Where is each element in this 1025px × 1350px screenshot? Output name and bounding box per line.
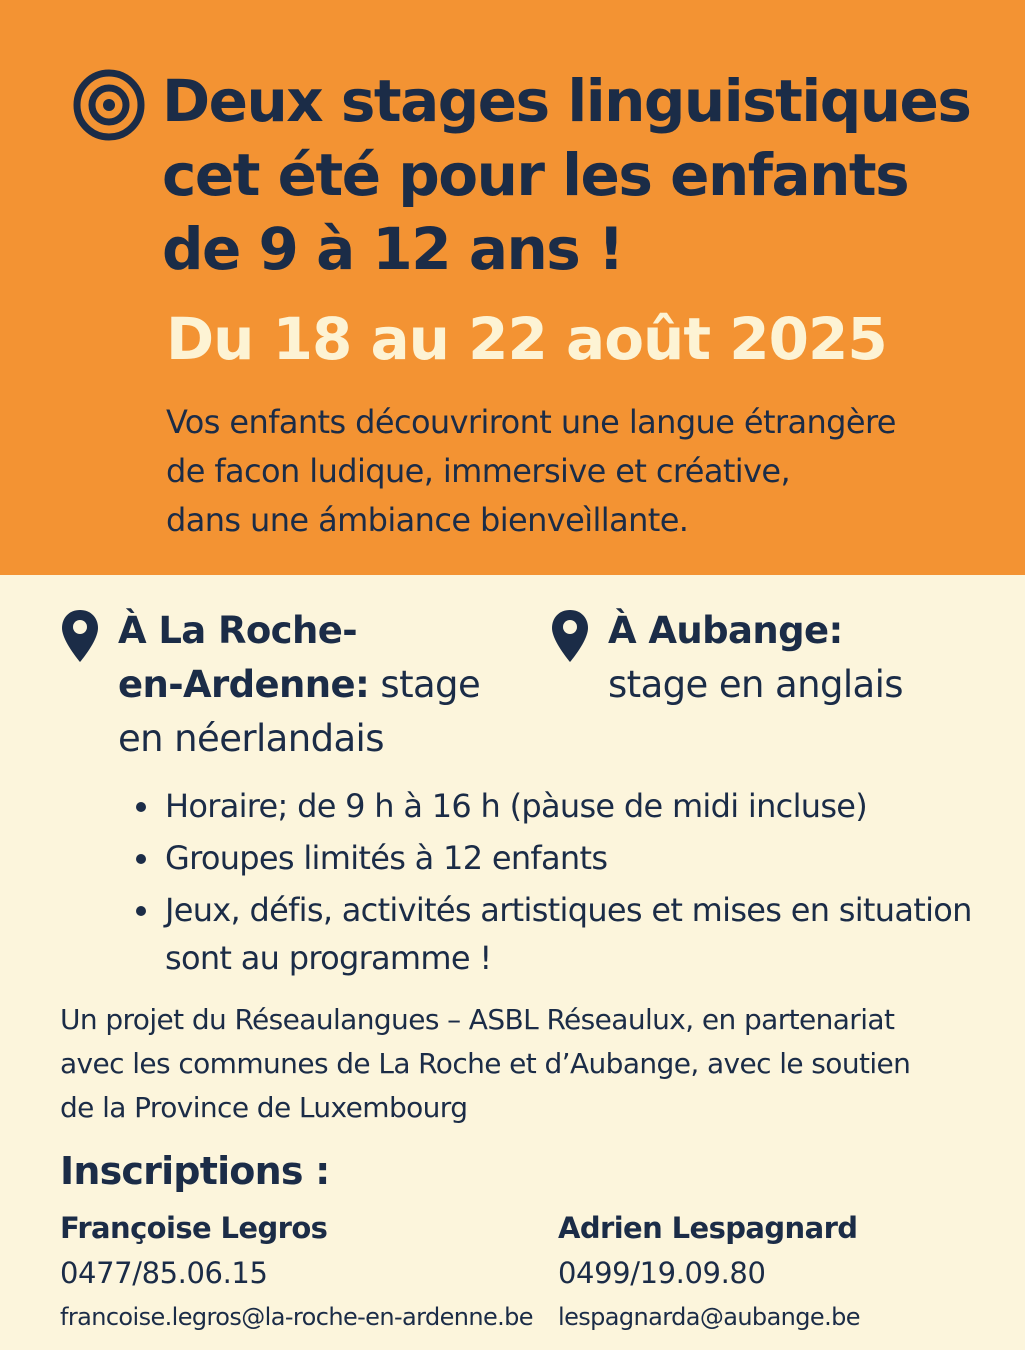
bullet-dot-icon: [136, 854, 146, 864]
contact-adrien-lespagnard: [558, 1206, 1025, 1338]
location-la-roche-title-1: À La Roche-: [118, 609, 357, 652]
list-item: [132, 782, 1012, 830]
inscriptions-heading: Inscriptions :: [60, 1149, 330, 1193]
title-line-2: cet été pour les enfants: [162, 141, 909, 209]
map-pin-icon: [550, 608, 590, 664]
bullet-dot-icon: [136, 802, 146, 812]
list-item: [132, 886, 1012, 982]
contact-phone: 0477/85.06.15: [60, 1256, 268, 1290]
title-line-1: Deux stages linguistiques: [162, 67, 971, 135]
location-aubange-title: À Aubange:: [608, 609, 843, 652]
intro-line-3: dans une ámbiance bienveìllante.: [166, 501, 689, 539]
location-aubange-desc: stage en anglais: [608, 663, 903, 706]
info-list: [132, 782, 1012, 986]
contact-francoise-legros: [60, 1206, 533, 1338]
list-item: [132, 834, 1012, 882]
partner-line-2: avec les communes de La Roche et d’Aubange, avec le soutien: [60, 1047, 911, 1080]
intro-text: [166, 398, 1011, 545]
target-icon: [72, 68, 146, 142]
header-band: [0, 0, 1025, 575]
title-line-3: de 9 à 12 ans !: [162, 215, 623, 283]
page-title: [162, 64, 1007, 286]
contact-email: francoise.legros@la-roche-en-ardenne.be: [60, 1303, 533, 1331]
contact-name: Adrien Lespagnard: [558, 1211, 858, 1245]
partner-line-3: de la Province de Luxembourg: [60, 1091, 468, 1124]
map-pin-icon: [60, 608, 100, 664]
location-la-roche-desc-2: en néerlandais: [118, 717, 384, 760]
bullet-dot-icon: [136, 906, 146, 916]
location-la-roche: [118, 604, 518, 766]
list-item-text: Horaire; de 9 h à 16 h (pàuse de midi incluse): [165, 787, 868, 825]
intro-line-2: de facon ludique, immersive et créative,: [166, 452, 791, 490]
contact-email: lespagnarda@aubange.be: [558, 1303, 860, 1331]
contact-phone: 0499/19.09.80: [558, 1256, 766, 1290]
list-item-text: Jeux, défis, activités artistiques et mises en situation sont au programme !: [165, 891, 972, 977]
location-la-roche-desc-1: stage: [369, 663, 481, 706]
location-la-roche-title-2: en-Ardenne:: [118, 663, 370, 706]
list-item-text: Groupes limités à 12 enfants: [165, 839, 608, 877]
partner-line-1: Un projet du Réseaulangues – ASBL Réseaulux, en partenariat: [60, 1003, 895, 1036]
contact-name: Françoise Legros: [60, 1211, 328, 1245]
partner-text: [60, 998, 1010, 1130]
event-dates: Du 18 au 22 août 2025: [166, 305, 887, 373]
intro-line-1: Vos enfants découvriront une langue étrangère: [166, 403, 896, 441]
location-aubange: [608, 604, 1008, 712]
